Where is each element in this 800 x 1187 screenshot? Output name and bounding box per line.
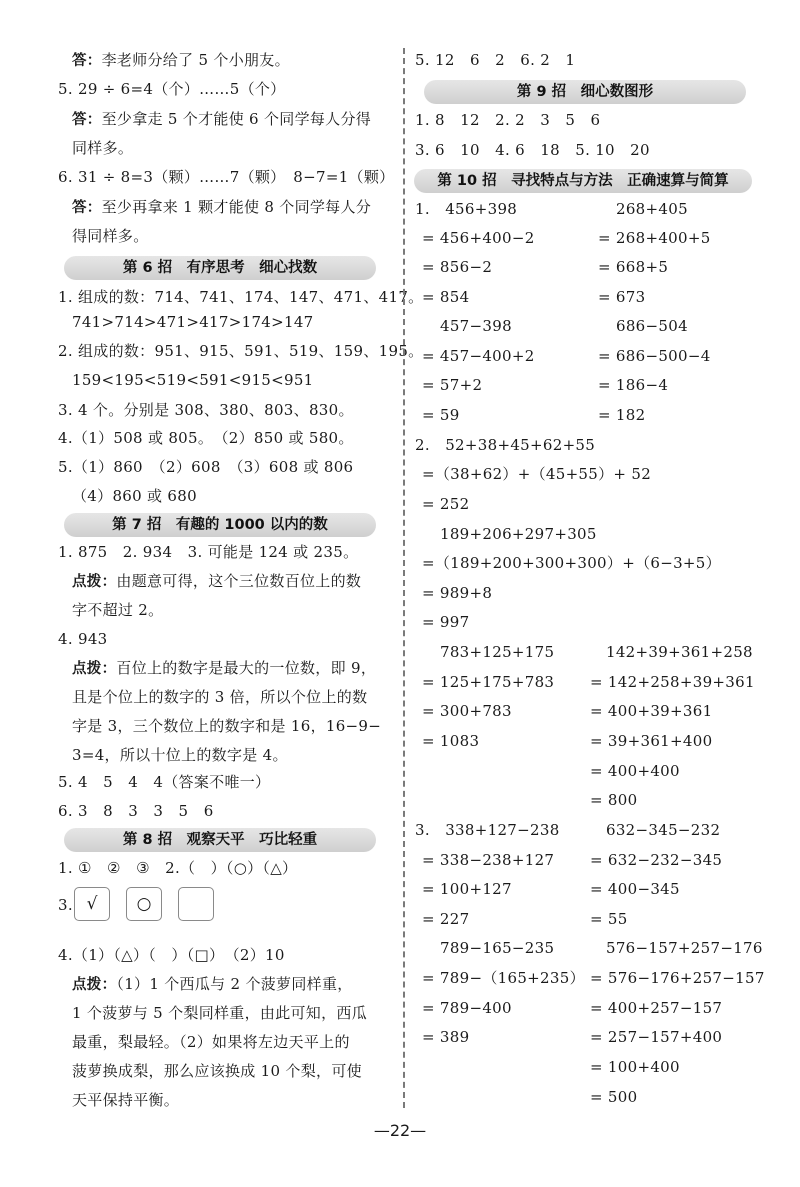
answer-label: 答： bbox=[72, 200, 102, 216]
problem-line: 1. ① ② ③ 2.（ ）（○）（△） bbox=[58, 859, 298, 877]
calc-line: = 500 bbox=[590, 1088, 638, 1106]
calc-line: = 456+400−2 bbox=[422, 229, 535, 247]
problem-line: 1. 组成的数：714、741、174、147、471、417。 bbox=[58, 288, 424, 306]
calc-line: 576−157+257−176 bbox=[606, 939, 763, 957]
problem-line: 741>714>471>417>174>147 bbox=[72, 313, 314, 331]
calc-line: = 182 bbox=[598, 406, 646, 424]
answer-line bbox=[72, 197, 371, 218]
answer-box-check: √ bbox=[74, 887, 110, 921]
calc-line: = 186−4 bbox=[598, 376, 669, 394]
column-divider bbox=[403, 48, 405, 1108]
answer-line bbox=[72, 50, 290, 71]
calc-line: = 789−400 bbox=[422, 999, 512, 1017]
hint-continuation: 且是个位上的数字的 3 倍，所以个位上的数 bbox=[72, 688, 368, 706]
hint-continuation: 最重，梨最轻。（2）如果将左边天平上的 bbox=[72, 1033, 350, 1051]
problem-line: 3. 4 个。分别是 308、380、803、830。 bbox=[58, 401, 354, 419]
answer-continuation: 得同样多。 bbox=[72, 227, 149, 245]
calc-line: = 400−345 bbox=[590, 880, 680, 898]
answer-box-circle: ○ bbox=[126, 887, 162, 921]
calc-line: =（38+62）+（45+55）+ 52 bbox=[422, 465, 652, 483]
calc-line: = 997 bbox=[422, 613, 470, 631]
calc-line: = 389 bbox=[422, 1028, 470, 1046]
problem-line: （4）860 或 680 bbox=[72, 487, 197, 505]
calc-line: 1. 456+398 bbox=[415, 200, 518, 218]
problem-line: 2. 组成的数：951、915、591、519、159、195。 bbox=[58, 342, 424, 360]
problem-line: 5. 4 5 4 4（答案不唯一） bbox=[58, 773, 271, 791]
hint-line bbox=[72, 571, 361, 592]
problem-line: 3. 6 10 4. 6 18 5. 10 20 bbox=[415, 141, 650, 159]
problem-line: 5. 12 6 2 6. 2 1 bbox=[415, 51, 576, 69]
problem-line: 5.（1）860 （2）608 （3）608 或 806 bbox=[58, 458, 354, 476]
page-number: —22— bbox=[373, 1121, 427, 1140]
calc-line: = 457−400+2 bbox=[422, 347, 535, 365]
problem-line: 5. 29 ÷ 6=4（个）……5（个） bbox=[58, 80, 286, 98]
calc-line: = 400+39+361 bbox=[590, 702, 713, 720]
calc-line: = 400+400 bbox=[590, 762, 680, 780]
hint-label: 点拨： bbox=[72, 977, 117, 993]
calc-line: = 100+127 bbox=[422, 880, 512, 898]
calc-line: 3. 338+127−238 bbox=[415, 821, 560, 839]
calc-line: = 989+8 bbox=[422, 584, 493, 602]
calc-line: = 854 bbox=[422, 288, 470, 306]
calc-line: = 39+361+400 bbox=[590, 732, 713, 750]
hint-continuation: 字是 3，三个数位上的数字和是 16，16−9− bbox=[72, 717, 382, 735]
calc-line: = 227 bbox=[422, 910, 470, 928]
calc-line: 189+206+297+305 bbox=[440, 525, 597, 543]
calc-line: = 856−2 bbox=[422, 258, 493, 276]
answer-continuation: 同样多。 bbox=[72, 139, 134, 157]
hint-text: 由题意可得，这个三位数百位上的数 bbox=[116, 572, 362, 590]
answer-label: 答： bbox=[72, 112, 102, 128]
hint-continuation: 字不超过 2。 bbox=[72, 601, 164, 619]
calc-line: = 268+400+5 bbox=[598, 229, 711, 247]
calc-line: = 252 bbox=[422, 495, 470, 513]
calc-line: = 632−232−345 bbox=[590, 851, 723, 869]
calc-line: = 100+400 bbox=[590, 1058, 680, 1076]
hint-continuation: 1 个菠萝与 5 个梨同样重，由此可知，西瓜 bbox=[72, 1004, 367, 1022]
calc-line: = 576−176+257−157 bbox=[590, 969, 765, 987]
hint-continuation: 菠萝换成梨，那么应该换成 10 个梨，可使 bbox=[72, 1062, 362, 1080]
answer-text: 至少拿走 5 个才能使 6 个同学每人分得 bbox=[101, 110, 372, 128]
problem-line: 4. 943 bbox=[58, 630, 108, 648]
problem-line: 159<195<519<591<915<951 bbox=[72, 371, 314, 389]
calc-line: = 1083 bbox=[422, 732, 480, 750]
calc-line: = 125+175+783 bbox=[422, 673, 555, 691]
calc-line: = 686−500−4 bbox=[598, 347, 711, 365]
hint-label: 点拨： bbox=[72, 574, 117, 590]
answer-box-empty bbox=[178, 887, 214, 921]
hint-text: 百位上的数字是最大的一位数，即 9， bbox=[116, 659, 377, 677]
calc-line: 268+405 bbox=[616, 200, 688, 218]
calc-line: = 55 bbox=[590, 910, 628, 928]
calc-line: 2. 52+38+45+62+55 bbox=[415, 436, 596, 454]
hint-continuation: 3=4，所以十位上的数字是 4。 bbox=[72, 746, 288, 764]
problem-line: 6. 31 ÷ 8=3（颗）……7（颗） 8−7=1（颗） bbox=[58, 168, 395, 186]
calc-line: = 257−157+400 bbox=[590, 1028, 723, 1046]
hint-label: 点拨： bbox=[72, 661, 117, 677]
calc-line: = 800 bbox=[590, 791, 638, 809]
calc-line: = 59 bbox=[422, 406, 460, 424]
answer-text: 李老师分给了 5 个小朋友。 bbox=[101, 51, 290, 69]
hint-line bbox=[72, 658, 376, 679]
hint-line bbox=[72, 974, 353, 995]
section-heading-7: 第 7 招 有趣的 1000 以内的数 bbox=[64, 513, 376, 537]
problem-line: 4.（1）（△）（ ）（□） （2）10 bbox=[58, 946, 285, 964]
section-heading-10: 第 10 招 寻找特点与方法 正确速算与简算 bbox=[414, 169, 752, 193]
calc-line: = 57+2 bbox=[422, 376, 483, 394]
section-heading-9: 第 9 招 细心数图形 bbox=[424, 80, 746, 104]
calc-line: 142+39+361+258 bbox=[606, 643, 753, 661]
calc-line: 632−345−232 bbox=[606, 821, 721, 839]
calc-line: 783+125+175 bbox=[440, 643, 555, 661]
problem-line: 6. 3 8 3 3 5 6 bbox=[58, 802, 214, 820]
answer-text: 至少再拿来 1 颗才能使 8 个同学每人分 bbox=[101, 198, 372, 216]
calc-line: 457−398 bbox=[440, 317, 512, 335]
calc-line: 789−165−235 bbox=[440, 939, 555, 957]
calc-line: = 673 bbox=[598, 288, 646, 306]
problem-line: 4.（1）508 或 805。 （2）850 或 580。 bbox=[58, 429, 354, 447]
calc-line: =（189+200+300+300）+（6−3+5） bbox=[422, 554, 721, 572]
calc-line: = 300+783 bbox=[422, 702, 512, 720]
calc-line: = 400+257−157 bbox=[590, 999, 723, 1017]
answer-line bbox=[72, 109, 371, 130]
problem-line: 1. 875 2. 934 3. 可能是 124 或 235。 bbox=[58, 543, 359, 561]
section-heading-6: 第 6 招 有序思考 细心找数 bbox=[64, 256, 376, 280]
answer-label: 答： bbox=[72, 53, 102, 69]
problem-line: 1. 8 12 2. 2 3 5 6 bbox=[415, 111, 601, 129]
calc-line: = 338−238+127 bbox=[422, 851, 555, 869]
calc-line: = 142+258+39+361 bbox=[590, 673, 755, 691]
calc-line: = 668+5 bbox=[598, 258, 669, 276]
problem-number: 3. bbox=[58, 896, 73, 914]
section-heading-8: 第 8 招 观察天平 巧比轻重 bbox=[64, 828, 376, 852]
hint-text: （1）1 个西瓜与 2 个菠萝同样重， bbox=[116, 975, 353, 993]
calc-line: 686−504 bbox=[616, 317, 688, 335]
calc-line: = 789−（165+235） bbox=[422, 969, 585, 987]
hint-continuation: 天平保持平衡。 bbox=[72, 1091, 180, 1109]
